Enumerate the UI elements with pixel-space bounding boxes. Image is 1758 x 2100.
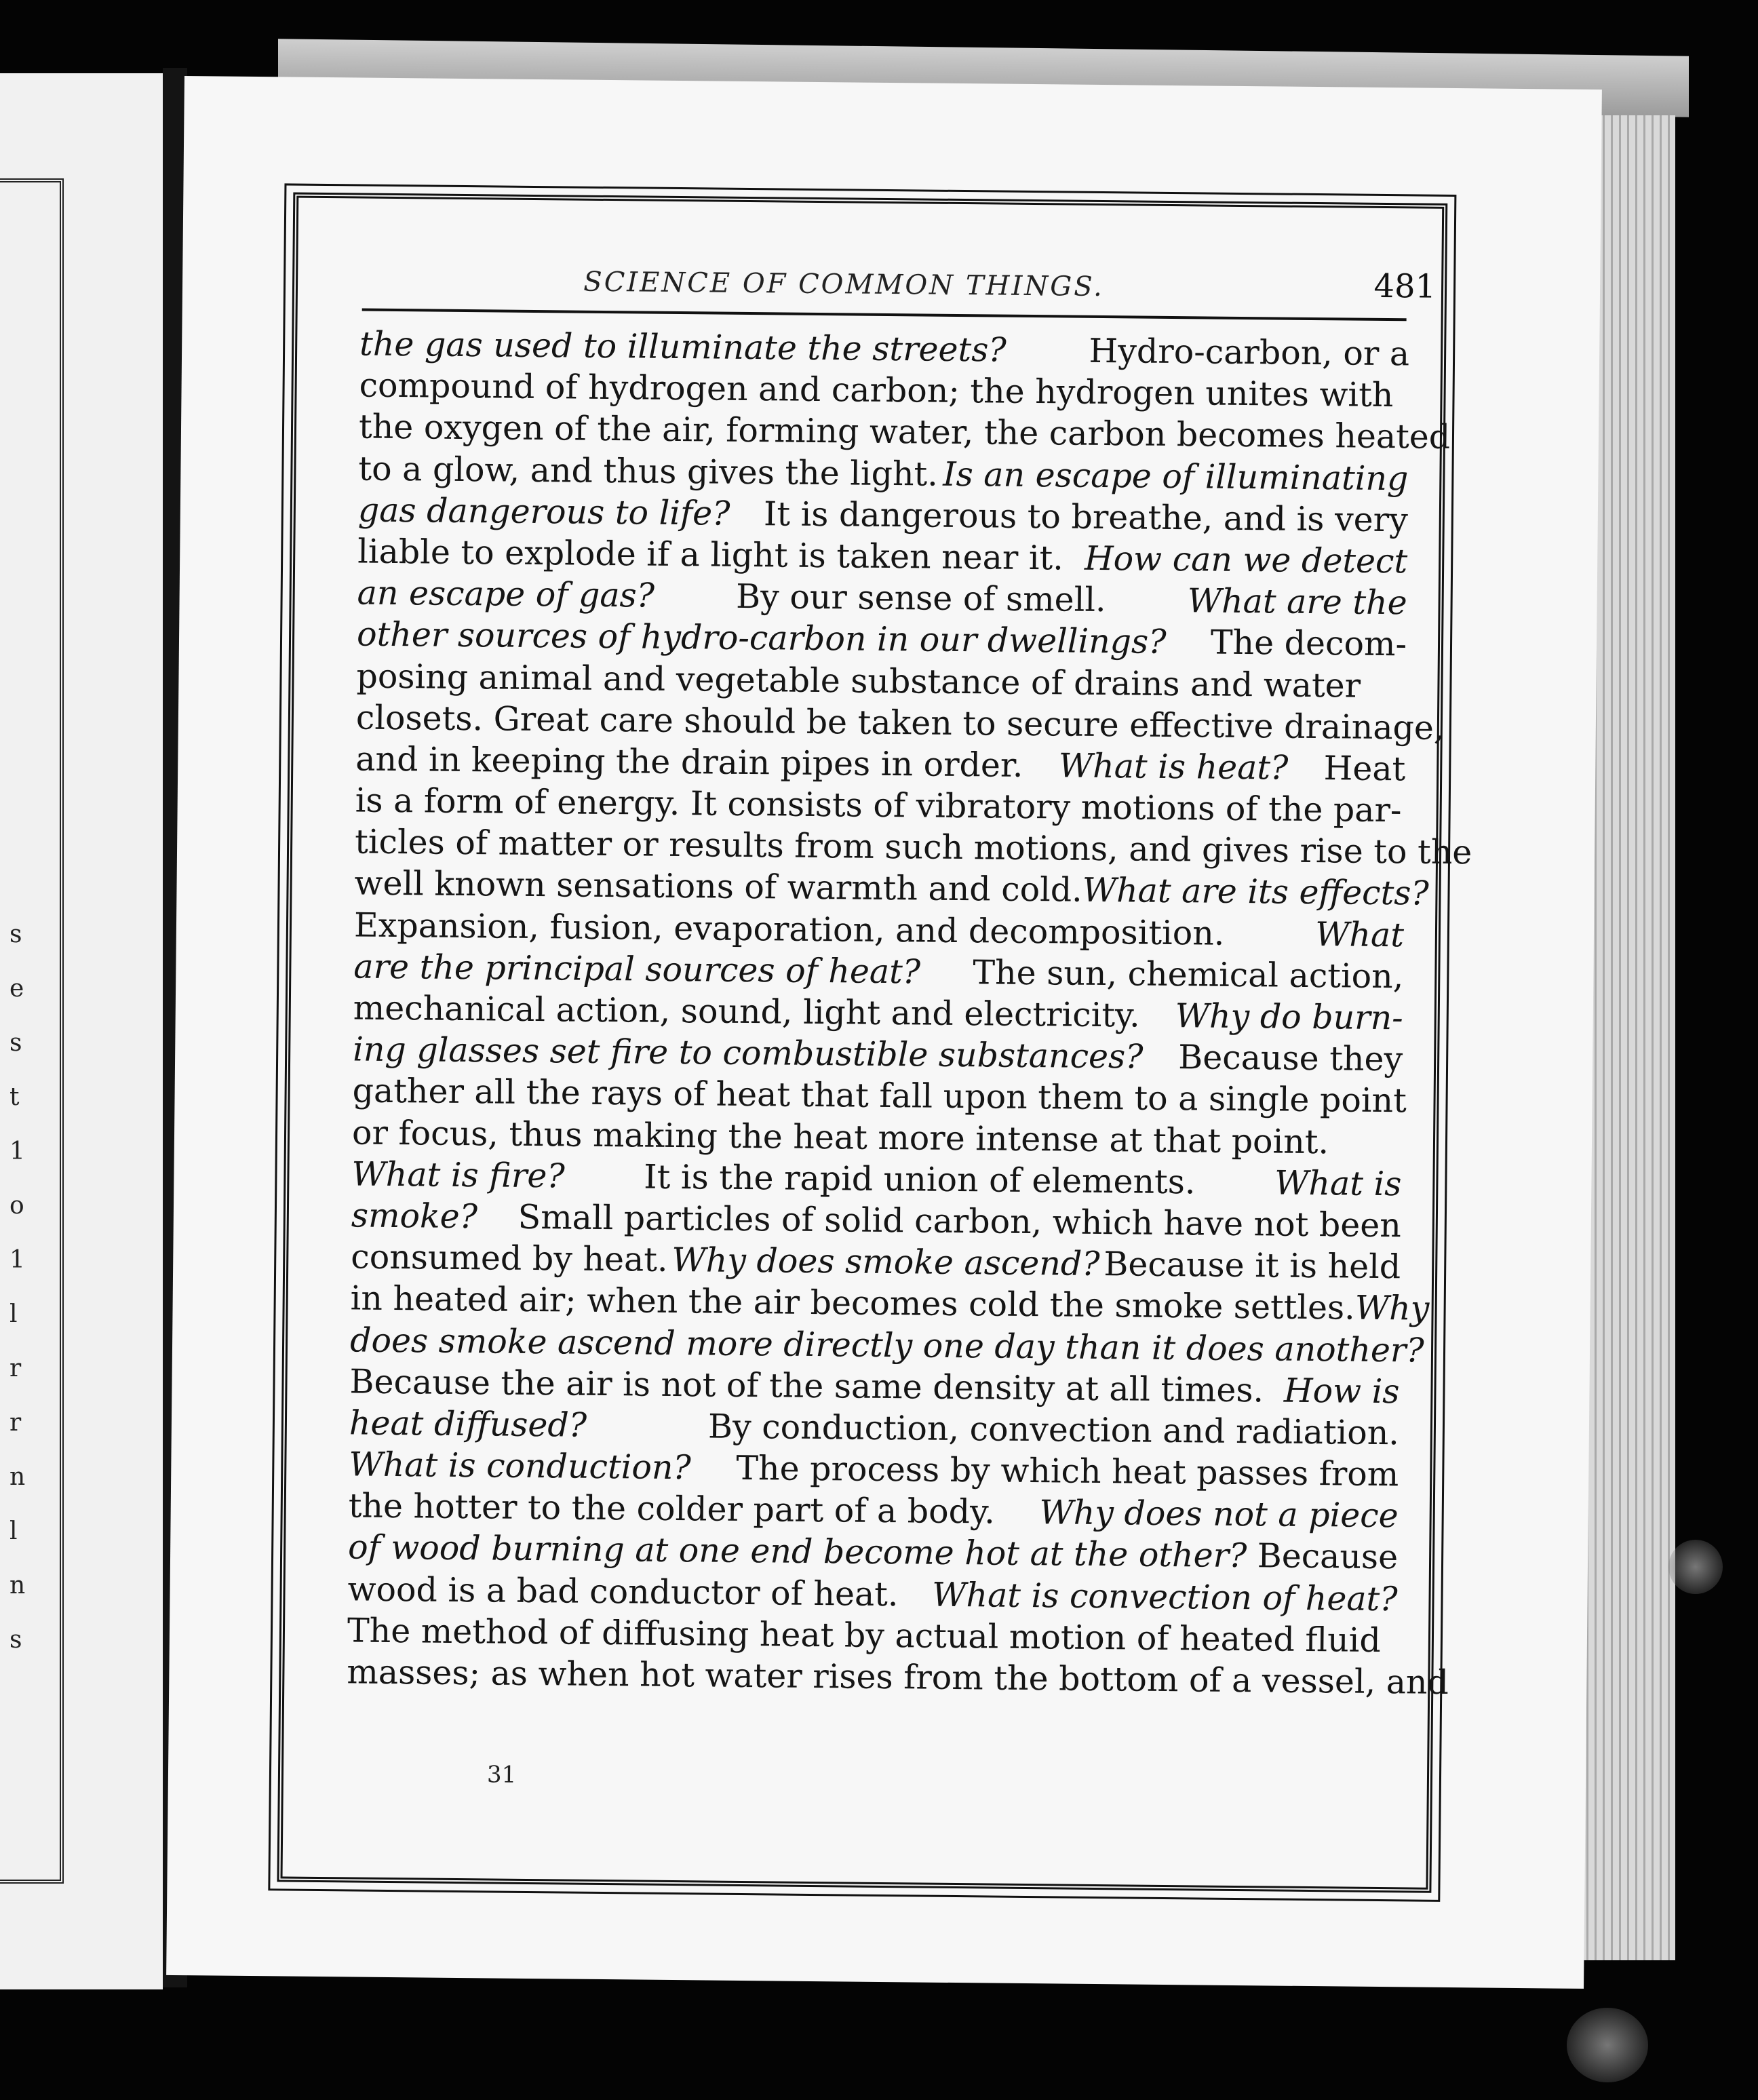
margin-letter: l xyxy=(9,1300,18,1328)
answer-text: posing animal and vegetable substance of drains and water xyxy=(356,656,1361,705)
question-text: an escape of gas? xyxy=(357,573,655,615)
answer-text: in heated air; when the air becomes cold the smoke settles. xyxy=(350,1279,1356,1327)
question-text: smoke? xyxy=(351,1196,478,1237)
answer-text: Hydro-carbon, or a xyxy=(1089,331,1410,374)
answer-text: The sun, chemical action, xyxy=(973,953,1404,996)
answer-text: It is dangerous to breathe, and is very xyxy=(763,494,1409,540)
question-text: Why does smoke ascend? xyxy=(671,1241,1100,1284)
margin-letter: t xyxy=(9,1083,20,1111)
margin-letter: n xyxy=(9,1572,26,1599)
margin-letter: s xyxy=(9,1029,22,1057)
question-text: heat diffused? xyxy=(349,1403,587,1445)
question-text: gas dangerous to life? xyxy=(357,490,730,533)
question-text: other sources of hydro-carbon in our dwellings? xyxy=(356,615,1167,662)
question-text: Why do burn- xyxy=(1175,996,1404,1038)
answer-text: Expansion, fusion, evaporation, and decomposition. xyxy=(353,906,1225,953)
question-text: What is convection of heat? xyxy=(931,1575,1398,1618)
margin-letter: r xyxy=(9,1409,22,1437)
signature-mark: 31 xyxy=(486,1761,517,1789)
answer-text: Because it is held xyxy=(1103,1245,1401,1287)
question-text: are the principal sources of heat? xyxy=(353,947,921,992)
question-text: What xyxy=(1314,914,1405,954)
question-text: What is fire? xyxy=(351,1154,565,1196)
answer-text: or focus, thus making the heat more intense at that point. xyxy=(351,1113,1329,1161)
answer-text: Because they xyxy=(1178,1038,1403,1079)
answer-text: The method of diffusing heat by actual motion of heated fluid xyxy=(347,1611,1382,1660)
margin-letter: l xyxy=(9,1517,18,1545)
margin-letter: r xyxy=(9,1355,22,1382)
margin-letter: s xyxy=(9,920,22,948)
question-text: How is xyxy=(1283,1371,1400,1411)
answer-text: well known sensations of warmth and cold. xyxy=(354,863,1083,910)
question-text: What are the xyxy=(1187,581,1407,623)
answer-text: liable to explode if a light is taken near it. xyxy=(357,532,1064,578)
answer-text: and in keeping the drain pipes in order. xyxy=(355,739,1023,785)
answer-text: gather all the rays of heat that fall upon them to a single point xyxy=(352,1071,1407,1121)
answer-text: the hotter to the colder part of a body. xyxy=(348,1486,996,1532)
question-text: ing glasses set fire to combustible substances? xyxy=(352,1030,1144,1076)
body-text xyxy=(347,323,1472,1703)
scan-smudge xyxy=(1668,1540,1723,1594)
question-text: What is heat? xyxy=(1058,746,1289,788)
answer-text: The decom- xyxy=(1210,623,1407,664)
answer-text: Heat xyxy=(1323,749,1406,789)
answer-text: The process by which heat passes from xyxy=(736,1448,1399,1494)
margin-letter: 1 xyxy=(9,1138,25,1165)
margin-letter: n xyxy=(9,1463,26,1491)
answer-text: ticles of matter or results from such motions, and gives rise to the xyxy=(354,822,1472,872)
book-page-481 xyxy=(166,76,1602,1989)
question-text: Why does not a piece xyxy=(1039,1493,1399,1536)
answer-text: closets. Great care should be taken to secure effective drainage, xyxy=(355,698,1445,747)
question-text: of wood burning at one end become hot at the other? xyxy=(347,1528,1247,1576)
question-text: How can we detect xyxy=(1084,539,1408,581)
answer-text: mechanical action, sound, light and electricity. xyxy=(353,988,1141,1035)
question-text: Why xyxy=(1354,1288,1430,1329)
answer-text: By conduction, convection and radiation. xyxy=(707,1407,1400,1453)
answer-text: Because the air is not of the same density at all times. xyxy=(349,1362,1264,1410)
margin-letter: 1 xyxy=(9,1246,25,1274)
question-text: the gas used to illuminate the streets? xyxy=(359,324,1007,370)
answer-text: It is the rapid union of elements. xyxy=(644,1157,1196,1202)
answer-text: compound of hydrogen and carbon; the hydrogen unites with xyxy=(359,366,1394,415)
answer-text: to a glow, and thus gives the light. xyxy=(358,449,939,494)
page-number: 481 xyxy=(1373,267,1437,306)
question-text: What is xyxy=(1274,1163,1402,1204)
scan-smudge xyxy=(1567,2008,1648,2082)
answer-text: masses; as when hot water rises from the bottom of a vessel, and xyxy=(347,1652,1449,1702)
margin-letter: e xyxy=(9,975,24,1003)
question-text: Is an escape of illuminating xyxy=(942,454,1409,498)
question-text: What are its effects? xyxy=(1082,871,1430,914)
question-text: does smoke ascend more directly one day than it does another? xyxy=(349,1320,1424,1370)
answer-text: Small particles of solid carbon, which have not been xyxy=(517,1197,1402,1245)
answer-text: consumed by heat. xyxy=(351,1237,668,1280)
running-title: SCIENCE OF COMMON THINGS. xyxy=(583,266,1105,303)
answer-text: is a form of energy. It consists of vibratory motions of the par- xyxy=(355,781,1402,830)
answer-text: By our sense of smell. xyxy=(735,577,1106,620)
margin-letter: s xyxy=(9,1626,22,1654)
answer-text: the oxygen of the air, forming water, the carbon becomes heated xyxy=(358,407,1451,457)
margin-letter: o xyxy=(9,1192,24,1220)
left-page-fragment xyxy=(0,73,163,1989)
answer-text: wood is a bad conductor of heat. xyxy=(347,1570,899,1614)
left-page-margin-letters xyxy=(9,908,26,1857)
answer-text: Because xyxy=(1257,1536,1399,1577)
question-text: What is conduction? xyxy=(349,1445,691,1488)
